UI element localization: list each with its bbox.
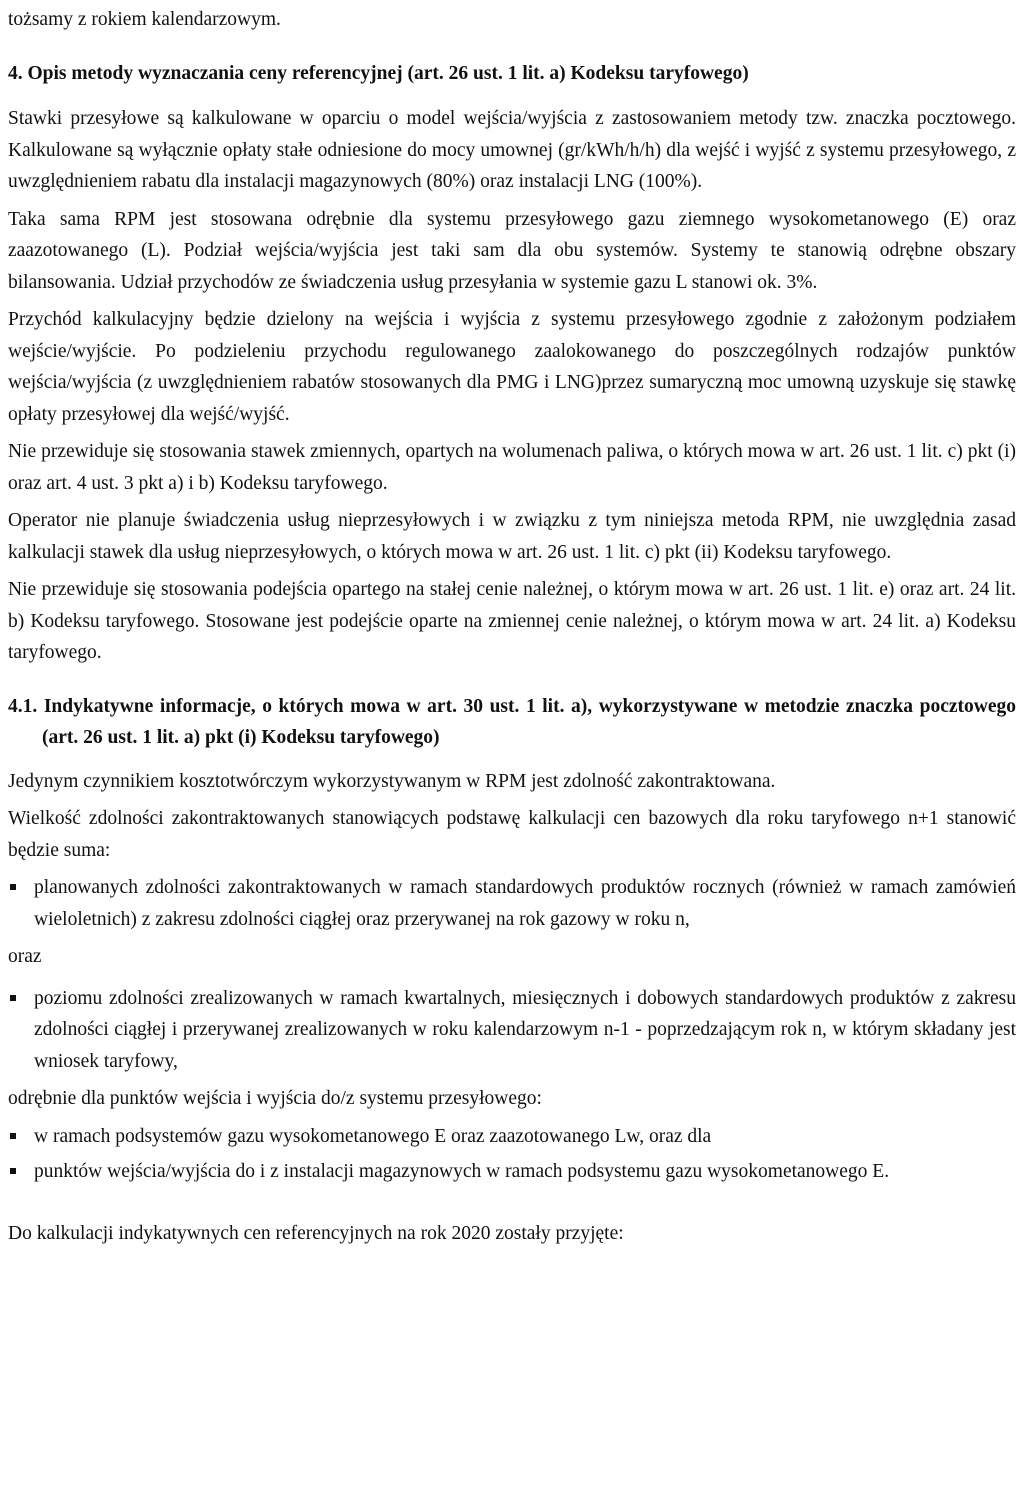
section-4-1-heading: 4.1. Indykatywne informacje, o których mowa w art. 30 ust. 1 lit. a), wykorzystywane w metodzie znaczka pocztowego (art. 26 ust. 1 lit. a) pkt (i) Kodeksu taryfowego)	[8, 695, 1016, 748]
list-item: punktów wejścia/wyjścia do i z instalacji magazynowych w ramach podsystemu gazu wysokometanowego E.	[8, 1156, 1016, 1188]
subsystem-list	[8, 1121, 1016, 1188]
paragraph-revenue-split: Przychód kalkulacyjny będzie dzielony na wejścia i wyjścia z systemu przesyłowego zgodnie z założonym podziałem wejście/wyjście. Po podzieleniu przychodu regulowanego zaalokowanego do poszczególnych rodzajów punktów wejścia/wyjścia (z uwzględnieniem rabatów stosowanych dla PMG i LNG)przez sumaryczną moc umowną uzyskuje się stawkę opłaty przesyłowej dla wejść/wyjść.	[8, 309, 1016, 425]
capacity-list-1	[8, 872, 1016, 935]
paragraph-non-transmission: Operator nie planuje świadczenia usług nieprzesyłowych i w związku z tym niniejsza metoda RPM, nie uwzględnia zasad kalkulacji stawek dla usług nieprzesyłowych, o których mowa w art. 26 ust. 1 lit. c) pkt (ii) Kodeksu taryfowego.	[8, 510, 1016, 563]
conjunction-oraz: oraz	[8, 946, 42, 967]
paragraph-cost-driver: Jedynym czynnikiem kosztotwórczym wykorzystywanym w RPM jest zdolność zakontraktowana.	[8, 770, 776, 792]
section-4-heading: 4. Opis metody wyznaczania ceny referencyjnej (art. 26 ust. 1 lit. a) Kodeksu taryfowego)	[8, 62, 749, 84]
capacity-list-2	[8, 983, 1016, 1078]
paragraph-entry-exit: odrębnie dla punktów wejścia i wyjścia do/z systemu przesyłowego:	[8, 1088, 542, 1109]
paragraph-variable-rates: Nie przewiduje się stosowania stawek zmiennych, opartych na wolumenach paliwa, o których mowa w art. 26 ust. 1 lit. c) pkt (i) oraz art. 4 ust. 3 pkt a) i b) Kodeksu taryfowego.	[8, 441, 1016, 494]
paragraph-fixed-price: Nie przewiduje się stosowania podejścia opartego na stałej cenie należnej, o którym mowa w art. 26 ust. 1 lit. e) oraz art. 24 lit. b) Kodeksu taryfowego. Stosowane jest podejście oparte na zmiennej cenie należnej, o którym mowa w art. 24 lit. a) Kodeksu taryfowego.	[8, 579, 1016, 663]
list-item: w ramach podsystemów gazu wysokometanowego E oraz zaazotowanego Lw, oraz dla	[8, 1121, 1016, 1153]
continuation-line: tożsamy z rokiem kalendarzowym.	[8, 9, 281, 30]
paragraph-rpm-systems: Taka sama RPM jest stosowana odrębnie dla systemu przesyłowego gazu ziemnego wysokometanowego (E) oraz zaazotowanego (L). Podział wejścia/wyjścia jest taki sam dla obu systemów. Systemy te stanowią odrębne obszary bilansowania. Udział przychodów ze świadczenia usług przesyłania w systemie gazu L stanowi ok. 3%.	[8, 208, 1016, 293]
list-item: planowanych zdolności zakontraktowanych w ramach standardowych produktów rocznych (również w ramach zamówień wieloletnich) z zakresu zdolności ciągłej oraz przerywanej na rok gazowy w roku n,	[8, 872, 1016, 935]
paragraph-final: Do kalkulacji indykatywnych cen referencyjnych na rok 2020 zostały przyjęte:	[8, 1222, 624, 1244]
list-item: poziomu zdolności zrealizowanych w ramach kwartalnych, miesięcznych i dobowych standardowych produktów z zakresu zdolności ciągłej i przerywanej zrealizowanych w roku kalendarzowym n-1 - poprzedzającym rok n, w którym składany jest wniosek taryfowy,	[8, 983, 1016, 1078]
paragraph-capacity-sum: Wielkość zdolności zakontraktowanych stanowiących podstawę kalkulacji cen bazowych dla roku taryfowego n+1 stanowić będzie suma:	[8, 808, 1016, 861]
paragraph-stawki: Stawki przesyłowe są kalkulowane w oparciu o model wejścia/wyjścia z zastosowaniem metody tzw. znaczka pocztowego. Kalkulowane są wyłącznie opłaty stałe odniesione do mocy umownej (gr/kWh/h/h) dla wejść i wyjść z systemu przesyłowego, z uwzględnieniem rabatu dla instalacji magazynowych (80%) oraz instalacji LNG (100%).	[8, 108, 1016, 192]
